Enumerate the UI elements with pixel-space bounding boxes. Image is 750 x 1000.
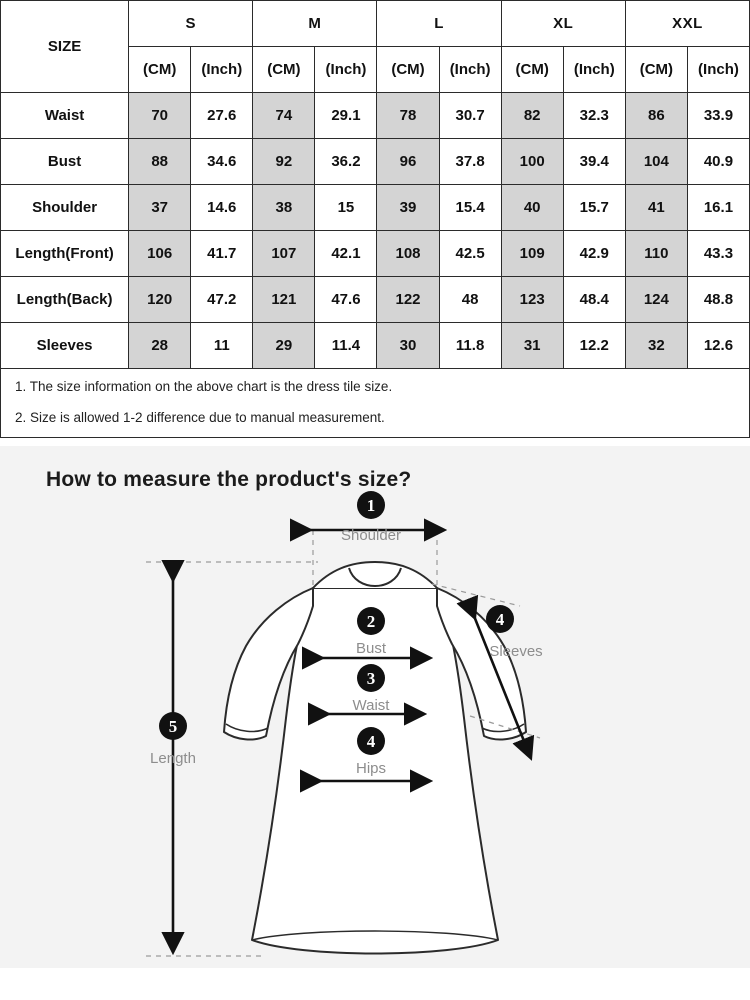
cell: 70 [129,93,191,139]
cell: 48.4 [563,277,625,323]
cell: 120 [129,277,191,323]
cell: 38 [253,185,315,231]
cell: 42.5 [439,231,501,277]
cell: 41 [625,185,687,231]
cell: 39 [377,185,439,231]
cell: 124 [625,277,687,323]
cell: 15 [315,185,377,231]
cell: 12.2 [563,323,625,369]
callout-number-2: 2 [366,612,376,631]
cell: 110 [625,231,687,277]
callout-number-1: 1 [366,496,376,515]
cell: 15.7 [563,185,625,231]
size-header-s: S [129,1,253,47]
cell: 28 [129,323,191,369]
cell: 16.1 [687,185,749,231]
cell: 39.4 [563,139,625,185]
table-header-row-sizes [1,1,750,47]
callout-number-4-hips: 4 [366,732,376,751]
callout-label-length: Length [150,750,196,767]
cell: 30.7 [439,93,501,139]
cell: 92 [253,139,315,185]
row-label-bust: Bust [1,139,129,185]
unit-cm-xxl: (CM) [625,47,687,93]
cell: 47.6 [315,277,377,323]
cell: 42.1 [315,231,377,277]
note-line-1: 1. The size information on the above chart is the dress tile size. [15,379,393,394]
cell: 30 [377,323,439,369]
measure-title: How to measure the product's size? [46,468,412,491]
unit-cm-xl: (CM) [501,47,563,93]
callout-number-3: 3 [366,669,376,688]
unit-inch-xxl: (Inch) [687,47,749,93]
size-header-xxl: XXL [625,1,749,47]
cell: 27.6 [191,93,253,139]
cell: 32.3 [563,93,625,139]
unit-inch-xl: (Inch) [563,47,625,93]
row-label-sleeves: Sleeves [1,323,129,369]
cell: 36.2 [315,139,377,185]
table-row [1,185,750,231]
cell: 29 [253,323,315,369]
cell: 12.6 [687,323,749,369]
cell: 82 [501,93,563,139]
cell: 33.9 [687,93,749,139]
note-line-2: 2. Size is allowed 1-2 difference due to manual measurement. [15,410,385,425]
cell: 31 [501,323,563,369]
measure-section [0,446,750,968]
notes-block [0,369,750,438]
cell: 34.6 [191,139,253,185]
callout-number-5: 5 [168,717,178,736]
callout-number-4-sleeves: 4 [495,610,505,629]
cell: 109 [501,231,563,277]
cell: 37.8 [439,139,501,185]
table-row [1,277,750,323]
size-corner-label: SIZE [1,1,129,93]
cell: 41.7 [191,231,253,277]
unit-cm-l: (CM) [377,47,439,93]
size-header-xl: XL [501,1,625,47]
cell: 11 [191,323,253,369]
callout-label-waist: Waist [352,697,390,714]
cell: 40.9 [687,139,749,185]
cell: 88 [129,139,191,185]
callout-label-bust: Bust [355,640,387,657]
unit-inch-s: (Inch) [191,47,253,93]
cell: 78 [377,93,439,139]
cell: 74 [253,93,315,139]
cell: 122 [377,277,439,323]
cell: 15.4 [439,185,501,231]
row-label-waist: Waist [1,93,129,139]
row-label-shoulder: Shoulder [1,185,129,231]
dress-measurement-diagram [0,488,750,968]
table-row [1,231,750,277]
cell: 100 [501,139,563,185]
cell: 11.8 [439,323,501,369]
cell: 86 [625,93,687,139]
cell: 42.9 [563,231,625,277]
cell: 32 [625,323,687,369]
cell: 123 [501,277,563,323]
cell: 108 [377,231,439,277]
row-label-length-front: Length(Front) [1,231,129,277]
unit-cm-s: (CM) [129,47,191,93]
unit-inch-l: (Inch) [439,47,501,93]
cell: 43.3 [687,231,749,277]
callout-label-shoulder: Shoulder [340,527,402,544]
table-row [1,139,750,185]
cell: 40 [501,185,563,231]
cell: 121 [253,277,315,323]
callout-label-sleeves: Sleeves [489,643,543,660]
size-header-m: M [253,1,377,47]
size-table [0,0,750,369]
cell: 37 [129,185,191,231]
unit-cm-m: (CM) [253,47,315,93]
cell: 48 [439,277,501,323]
row-label-length-back: Length(Back) [1,277,129,323]
cell: 96 [377,139,439,185]
cell: 29.1 [315,93,377,139]
cell: 47.2 [191,277,253,323]
table-row [1,93,750,139]
table-row [1,323,750,369]
cell: 11.4 [315,323,377,369]
unit-inch-m: (Inch) [315,47,377,93]
cell: 14.6 [191,185,253,231]
cell: 107 [253,231,315,277]
cell: 48.8 [687,277,749,323]
size-header-l: L [377,1,501,47]
callout-label-hips: Hips [355,760,387,777]
cell: 106 [129,231,191,277]
cell: 104 [625,139,687,185]
